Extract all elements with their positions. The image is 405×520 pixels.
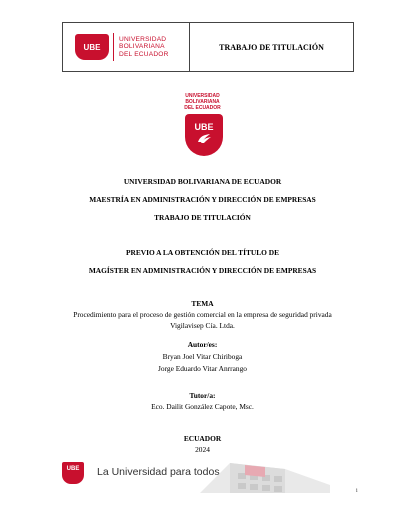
logo-divider (113, 33, 114, 61)
ube-logo-icon: UBE (75, 34, 109, 60)
university-title: UNIVERSIDAD BOLIVARIANA DE ECUADOR (123, 177, 282, 186)
degree-line-1: PREVIO A LA OBTENCIÓN DEL TÍTULO DE (125, 248, 280, 257)
header-logo (63, 23, 190, 71)
header-box (62, 22, 354, 72)
flame-icon (194, 132, 214, 144)
header-title: TRABAJO DE TITULACIÓN (219, 42, 324, 52)
author-1: Bryan Joel Vitar Chiriboga (162, 352, 243, 361)
footer-ube-logo-icon: UBE (62, 462, 84, 484)
year: 2024 (195, 445, 210, 454)
work-type: TRABAJO DE TITULACIÓN (154, 213, 251, 222)
tema-label: TEMA (191, 299, 214, 308)
program-title: MAESTRÍA EN ADMINISTRACIÓN Y DIRECCIÓN DE EMPRESAS (89, 195, 316, 204)
footer-slogan: La Universidad para todos (97, 466, 220, 478)
center-ube-logo-icon: UBE (185, 114, 223, 156)
degree-line-2: MAGÍSTER EN ADMINISTRACIÓN Y DIRECCIÓN DE EMPRESAS (88, 266, 317, 275)
page-number: i (356, 488, 358, 494)
tema-line-2: Vigilavisep Cía. Ltda. (170, 321, 235, 330)
author-2: Jorge Eduardo Vitar Anrrango (158, 364, 247, 373)
tutor-name: Eco. Dailit González Capote, Msc. (151, 402, 254, 411)
center-university-name: UNIVERSIDAD BOLIVARIANA DEL ECUADOR (184, 93, 221, 111)
tutor-label: Tutor/a: (189, 391, 216, 400)
authors-label: Autor/es: (187, 340, 218, 349)
country: ECUADOR (183, 434, 222, 443)
tema-line-1: Procedimiento para el proceso de gestión comercial en la empresa de seguridad privada (73, 310, 332, 319)
building-illustration-icon (190, 455, 340, 493)
header-university-name: UNIVERSIDAD BOLIVARIANA DEL ECUADOR (119, 35, 169, 58)
